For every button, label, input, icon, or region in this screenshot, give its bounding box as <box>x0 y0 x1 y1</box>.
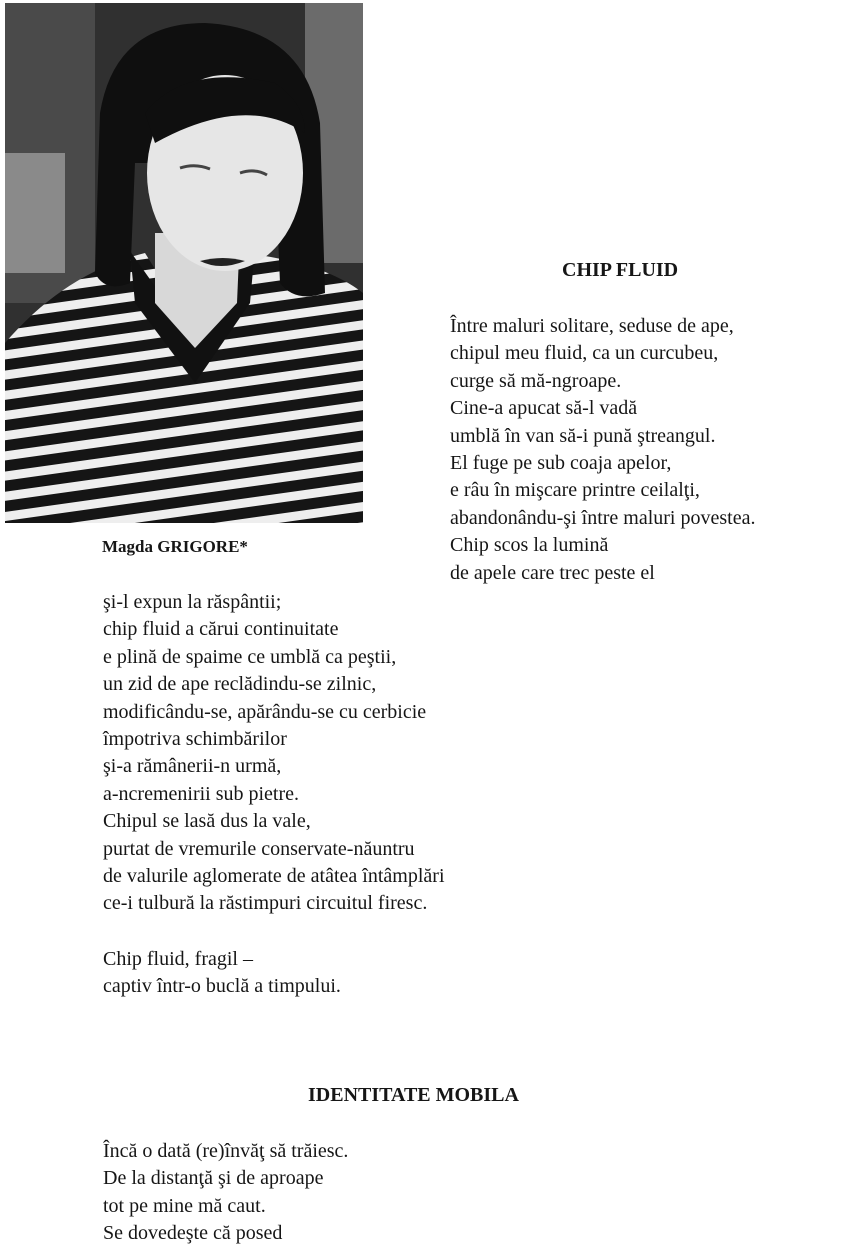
poem-line: Cine-a apucat să-l vadă <box>450 397 638 420</box>
poem-line: curge să mă-ngroape. <box>450 369 622 392</box>
poem-stanza <box>103 946 341 1001</box>
poem-line: De la distanţă şi de aproape <box>103 1167 324 1190</box>
poem-stanza <box>450 313 755 587</box>
poem-line: a-ncremenirii sub pietre. <box>103 782 300 805</box>
poem-line: Între maluri solitare, seduse de ape, <box>450 315 734 337</box>
author-photo <box>5 3 363 523</box>
poem-line: captiv într-o buclă a timpului. <box>103 975 341 998</box>
author-caption: Magda GRIGORE* <box>102 537 248 556</box>
poem-line: Chipul se lasă dus la vale, <box>103 810 311 833</box>
poem-line: un zid de ape reclădindu-se zilnic, <box>103 673 377 696</box>
poem-line: împotriva schimbărilor <box>103 727 287 750</box>
poem-line: tot pe mine mă caut. <box>103 1194 266 1217</box>
poem-line: chipul meu fluid, ca un curcubeu, <box>450 342 719 365</box>
poem-line: ce-i tulbură la răstimpuri circuitul firesc. <box>103 892 428 915</box>
poem-stanza <box>103 589 445 918</box>
poem-line: abandonându-şi între maluri povestea. <box>450 506 756 529</box>
poem-line: chip fluid a cărui continuitate <box>103 618 339 641</box>
poem-line: Încă o dată (re)învăţ să trăiesc. <box>103 1140 349 1162</box>
poem-line: El fuge pe sub coaja apelor, <box>450 451 672 474</box>
poem-line: de apele care trec peste el <box>450 561 655 584</box>
poem-line: de valurile aglomerate de atâtea întâmplări <box>103 864 445 887</box>
poem-title: CHIP FLUID <box>562 259 679 281</box>
poem-line: purtat de vremurile conservate-năuntru <box>103 837 415 860</box>
poem-line: modificându-se, apărându-se cu cerbicie <box>103 700 427 723</box>
poem-stanza <box>103 1138 348 1248</box>
poem-line: Se dovedeşte că posed <box>103 1222 283 1245</box>
poem-line: Chip fluid, fragil – <box>103 948 253 970</box>
poem-line: umblă în van să-i pună ştreangul. <box>450 424 716 447</box>
poem-line: şi-l expun la răspântii; <box>103 591 282 613</box>
poem-line: şi-a rămânerii-n urmă, <box>103 755 282 778</box>
poem-line: Chip scos la lumină <box>450 534 609 557</box>
poem-line: e râu în mişcare printre ceilalţi, <box>450 479 700 502</box>
poem-title: IDENTITATE MOBILA <box>308 1084 519 1106</box>
poem-line: e plină de spaime ce umblă ca peştii, <box>103 645 397 668</box>
